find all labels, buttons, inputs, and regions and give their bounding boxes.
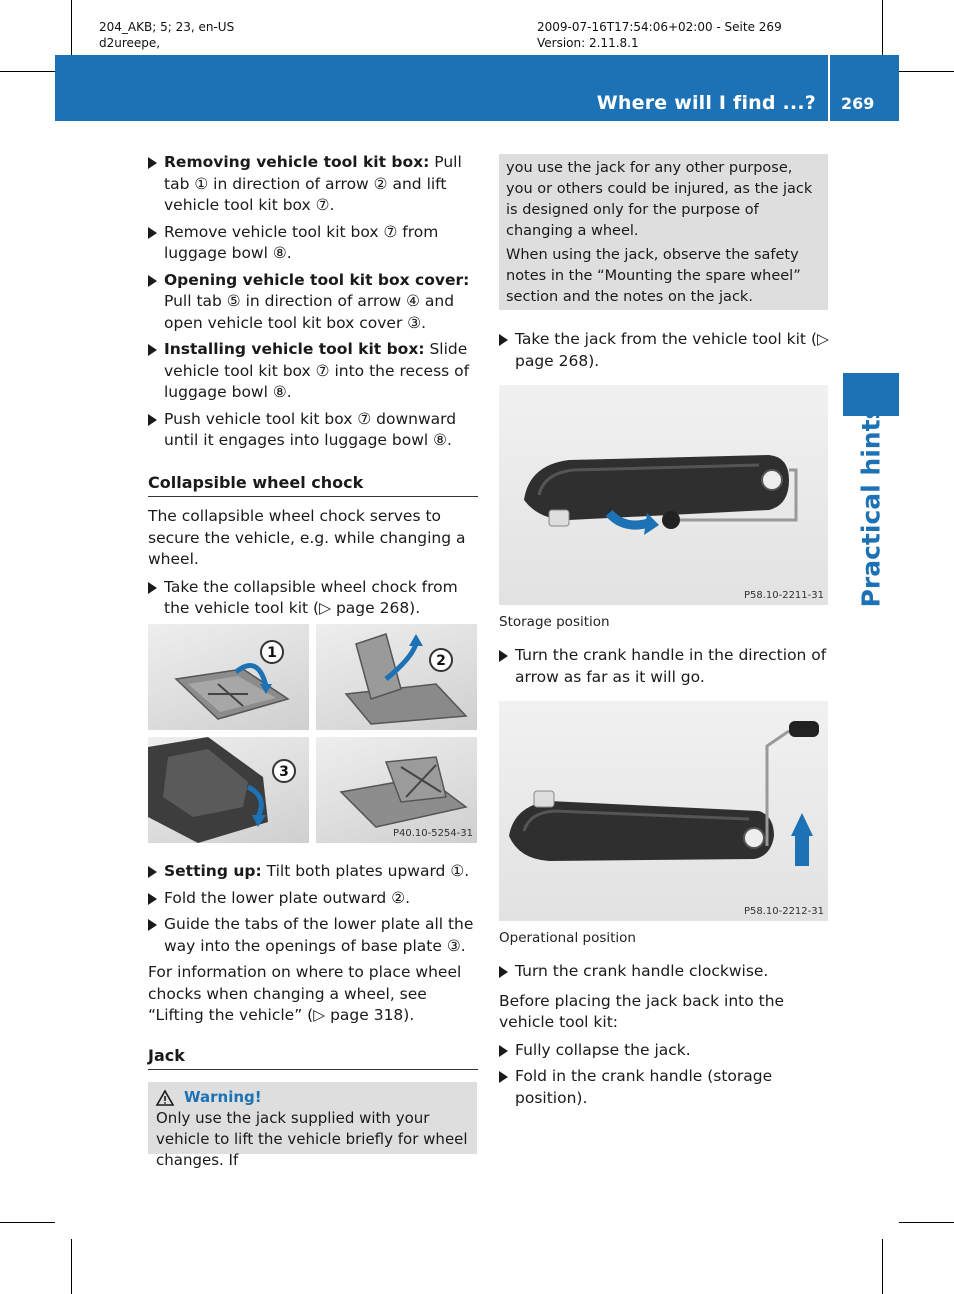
right-column-step: [499, 329, 829, 377]
step-arrow-icon: [148, 919, 157, 931]
instruction-step: [148, 914, 478, 957]
step-arrow-icon: [499, 650, 508, 662]
instruction-step: [499, 329, 829, 372]
step-arrow-icon: [499, 334, 508, 346]
step-arrow-icon: [148, 582, 157, 594]
callout-marker-3: 3: [279, 764, 289, 780]
instruction-step: [148, 339, 478, 404]
step-text: Take the collapsible wheel chock from the vehicle tool kit (▷ page 268).: [164, 577, 458, 617]
instruction-step: [148, 152, 478, 217]
step-text: Guide the tabs of the lower plate all the way into the openings of base plate ③.: [164, 915, 474, 955]
print-meta-right: [537, 19, 782, 51]
page-number: 269: [841, 94, 875, 113]
figure-caption: Operational position: [499, 930, 636, 946]
crop-mark: [882, 1239, 883, 1294]
header-divider: [828, 55, 830, 121]
wheel-chock-photo-2: [316, 624, 477, 730]
step-text: Fold in the crank handle (storage position).: [515, 1067, 773, 1107]
step-label: Installing vehicle tool kit box:: [164, 340, 425, 358]
print-meta-line: 204_AKB; 5; 23, en-US: [99, 20, 235, 34]
figure-reference-code: P58.10-2212-31: [743, 906, 824, 917]
crop-mark: [0, 1222, 55, 1223]
step-text: Turn the crank handle in the direction of arrow as far as it will go.: [515, 646, 827, 686]
crop-mark: [882, 0, 883, 55]
step-text: Pull tab ⑤ in direction of arrow ④ and open vehicle tool kit box cover ③.: [164, 292, 455, 332]
warning-text: Only use the jack supplied with your vehicle to lift the vehicle briefly for wheel changes. If: [156, 1109, 468, 1169]
instruction-step: [499, 961, 829, 983]
warning-header: [156, 1087, 469, 1108]
wheel-chock-photo-1: [148, 624, 309, 730]
warning-box-continued: [499, 154, 828, 310]
step-text: Take the jack from the vehicle tool kit (▷ page 268).: [515, 330, 829, 370]
step-text: Remove vehicle tool kit box ⑦ from luggage bowl ⑧.: [164, 222, 439, 262]
section-tab-label: Practical hints: [856, 404, 886, 608]
step-arrow-icon: [499, 966, 508, 978]
step-arrow-icon: [148, 157, 157, 169]
wheel-chock-photo-grid: [148, 624, 477, 843]
instruction-step: [148, 861, 478, 883]
instruction-step: [499, 1066, 829, 1109]
step-label: Setting up:: [164, 862, 262, 880]
step-label: Opening vehicle tool kit box cover:: [164, 270, 470, 289]
warning-triangle-icon: [156, 1090, 174, 1106]
step-text: Pull tab ① in direction of arrow ② and lift vehicle tool kit box ⑦.: [164, 153, 462, 214]
paragraph: For information on where to place wheel chocks when changing a wheel, see “Lifting the vehicle” (▷ page 318).: [148, 963, 462, 1024]
warning-box: [148, 1082, 477, 1169]
step-arrow-icon: [148, 275, 157, 287]
step-text: Push vehicle tool kit box ⑦ downward until it engages into luggage bowl ⑧.: [164, 409, 457, 449]
instruction-step: [499, 645, 829, 688]
paragraph: Before placing the jack back into the vehicle tool kit:: [499, 991, 785, 1031]
step-text: Turn the crank handle clockwise.: [515, 962, 769, 980]
header-bar: [55, 55, 899, 121]
step-text: Slide vehicle tool kit box ⑦ into the recess of luggage bowl ⑧.: [164, 340, 470, 401]
instruction-step: [148, 222, 478, 265]
paragraph: The collapsible wheel chock serves to secure the vehicle, e.g. while changing a wheel.: [148, 507, 466, 568]
print-meta-line: 2009-07-16T17:54:06+02:00 - Seite 269: [537, 20, 782, 34]
crop-mark: [899, 1222, 954, 1223]
instruction-step: [148, 270, 478, 335]
left-column: [148, 152, 478, 625]
step-arrow-icon: [148, 893, 157, 905]
step-arrow-icon: [499, 1045, 508, 1057]
jack-storage-figure: [499, 385, 828, 605]
instruction-step: [148, 409, 478, 452]
wheel-chock-illustration: [148, 624, 309, 730]
step-arrow-icon: [148, 344, 157, 356]
page-title: Where will I find ...?: [596, 92, 816, 114]
right-column-lower: [499, 961, 829, 1114]
figure-caption: Storage position: [499, 614, 610, 630]
crop-mark: [71, 0, 72, 55]
step-arrow-icon: [148, 227, 157, 239]
step-arrow-icon: [499, 1071, 508, 1083]
wheel-chock-photo-4: [316, 737, 477, 843]
crop-mark: [0, 71, 55, 72]
step-text: Fully collapse the jack.: [515, 1040, 691, 1059]
instruction-step: [148, 577, 478, 620]
left-column-lower: [148, 861, 478, 1079]
jack-operational-illustration: [499, 701, 828, 921]
step-arrow-icon: [148, 414, 157, 426]
print-meta-line: d2ureepe,: [99, 36, 161, 50]
warning-text: When using the jack, observe the safety notes in the “Mounting the spare wheel” section and the notes on the jack.: [506, 247, 801, 305]
callout-marker-2: 2: [436, 653, 446, 669]
step-label: Removing vehicle tool kit box:: [164, 153, 430, 171]
instruction-step: [148, 888, 478, 910]
section-heading-wheel-chock: Collapsible wheel chock: [148, 472, 478, 498]
step-text: Tilt both plates upward ①.: [261, 862, 470, 880]
figure-reference-code: P58.10-2211-31: [743, 590, 824, 601]
step-text: Fold the lower plate outward ②.: [164, 888, 411, 907]
step-arrow-icon: [148, 866, 157, 878]
print-meta-line: Version: 2.11.8.1: [537, 36, 639, 50]
callout-marker-1: 1: [267, 645, 277, 661]
print-meta-left: [99, 19, 234, 51]
photo-reference-code: P40.10-5254-31: [392, 828, 473, 839]
wheel-chock-illustration: [316, 624, 477, 730]
wheel-chock-photo-3: [148, 737, 309, 843]
wheel-chock-illustration: [148, 737, 309, 843]
crop-mark: [71, 1239, 72, 1294]
crop-mark: [899, 71, 954, 72]
warning-title: Warning!: [184, 1088, 262, 1106]
jack-storage-illustration: [499, 385, 828, 605]
warning-text: you use the jack for any other purpose, you or others could be injured, as the jack is designed only for the purpose of changing a wheel.: [506, 160, 813, 239]
right-column-step: [499, 645, 829, 693]
instruction-step: [499, 1040, 829, 1062]
section-heading-jack: Jack: [148, 1045, 478, 1071]
jack-operational-figure: [499, 701, 828, 921]
